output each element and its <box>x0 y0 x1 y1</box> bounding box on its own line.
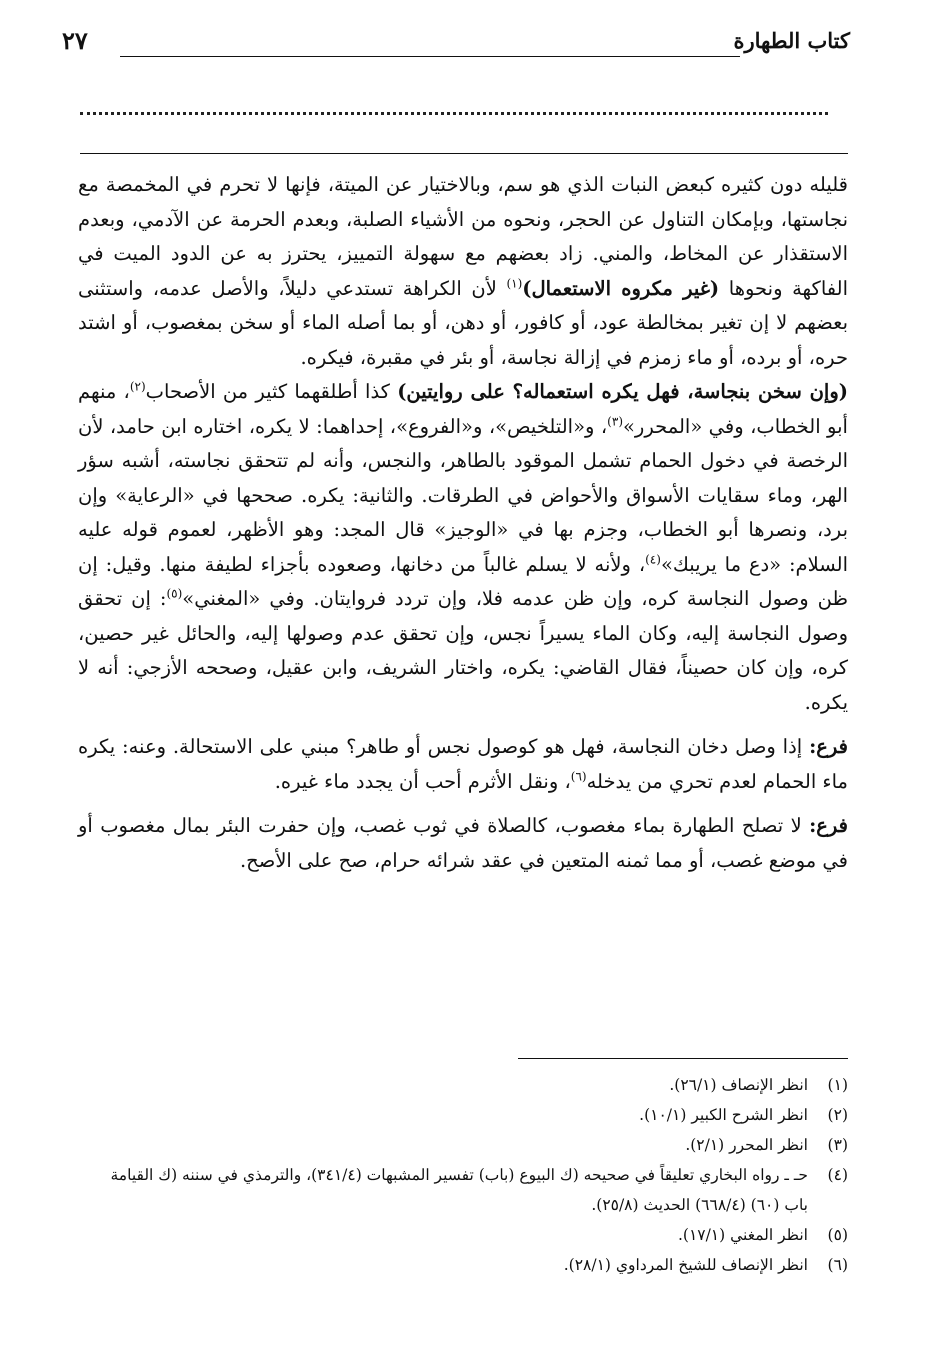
bold-text: فرع: <box>809 814 848 837</box>
text-segment: ، منهم أبو الخطاب، وفي «المحرر» <box>78 380 848 438</box>
running-title: كتاب الطهارة <box>733 28 850 53</box>
bold-text: (غير مكروه الاستعمال) <box>522 276 720 300</box>
page-header <box>62 28 850 68</box>
text-segment: ، ولأنه لا يسلم غالباً من دخانها، وصعوده بأجزاء لطيفة منها. وقيل: إن ظن وصول النجاسة كره، وإن ظن عدمه فلا، وإن تردد فروايتان. وفي «المغني» <box>78 552 848 610</box>
bold-text: (وإن سخن بنجاسة، فهل يكره استعماله؟ على روايتين) <box>397 380 848 403</box>
footnote-text: انظر الإنصاف (٢٦/١). <box>669 1076 808 1094</box>
text-segment: لأن الكراهة تستدعي دليلاً، والأصل عدمه، واستثنى بعضهم لا إن تغير بمخالطة عود، أو كافور، أو دهن، أو بما أصله الماء أو سخن بمغصوب، أو اشتد حره، أو برده، أو ماء زمزم في إزالة نجاسة، أو بئر في مقبرة، فيكره. <box>78 276 848 369</box>
footnote-ref: (١) <box>506 276 523 290</box>
footnote-item <box>95 1130 848 1160</box>
footnote-rule <box>518 1058 848 1059</box>
bold-text: فرع: <box>809 735 848 758</box>
main-text <box>78 168 848 878</box>
footnote-text: انظر المحرر (٢/١). <box>685 1136 808 1154</box>
paragraph <box>78 730 848 799</box>
footnote-number: (٥) <box>827 1226 848 1244</box>
footnote-item <box>95 1070 848 1100</box>
footnote-text: حـ ـ رواه البخاري تعليقاً في صحيحه (ك البيوع (باب) تفسير المشبهات (٣٤١/٤)، والترمذي في سننه (ك القيامة باب (٦٠) (٦٦٨/٤) الحديث (٢٥/٨). <box>110 1166 808 1214</box>
footnote-item <box>95 1100 848 1130</box>
text-segment: كذا أطلقهما كثير من الأصحاب <box>145 380 398 403</box>
dotted-separator <box>80 112 828 115</box>
text-segment: قليله دون كثيره كبعض النبات الذي هو سم، وبالاختيار عن الميتة، فإنها لا تحرم في المخمصة مع نجاستها، وبإمكان التناول عن الحجر، ونحوه من الأشياء الصلبة، وبعدم الحرمة عن الآدمي، وبعدم الاستقذار عن المخاط، والمني. زاد بعضهم مع سهولة التمييز، يحترز به عن الدود الميت في الفاكهة ونحوها <box>78 173 848 300</box>
section-rule <box>80 153 848 154</box>
paragraph <box>78 375 848 720</box>
footnote-number: (٦) <box>827 1256 848 1274</box>
footnote-text: انظر الإنصاف للشيخ المرداوي (٢٨/١). <box>563 1256 808 1274</box>
footnote-text: انظر الشرح الكبير (١٠/١). <box>639 1106 808 1124</box>
footnote-item <box>95 1220 848 1250</box>
footnote-number: (٢) <box>827 1106 848 1124</box>
text-segment: ، و«التلخيص»، و«الفروع»، إحداهما: لا يكره، اختاره ابن حامد، لأن الرخصة في دخول الحمام تشمل الموقود بالطاهر، والنجس، وأنه لم تتحقق نجاسته، أشبه سؤر الهر، وماء سقايات الأسواق والأحواض في الطرقات. والثانية: يكره. صححها في «الرعاية» وإن برد، ونصرها أبو الخطاب، وجزم بها في «الوجيز» قال المجد: وهو الأظهر، لعموم قوله عليه السلام: «دع ما يريبك» <box>78 414 848 576</box>
footnote-number: (٤) <box>827 1166 848 1184</box>
text-segment: إذا وصل دخان النجاسة، فهل هو كوصول نجس أو طاهر؟ مبني على الاستحالة. وعنه: يكره ماء الحمام لعدم تحري من يدخله <box>78 735 848 793</box>
footnote-ref: (٥) <box>166 586 183 601</box>
text-segment: لا تصلح الطهارة بماء مغصوب، كالصلاة في ثوب غصب، وإن حفرت البئر بمال مغصوب أو في موضع غصب، أو مما ثمنه المتعين في عقد شرائه حرام، صح على الأصح. <box>78 814 848 872</box>
text-segment: : إن تحقق وصول النجاسة إليه، وكان الماء يسيراً نجس، وإن تحقق عدم وصولها إليه، والحائل غير حصين، كره، وإن كان حصيناً، فقال القاضي: يكره، واختار الشريف، وابن عقيل، وصححه الأزجي: أنه لا يكره. <box>78 587 848 714</box>
footnote-ref: (٦) <box>570 769 587 783</box>
paragraph <box>78 809 848 878</box>
footnotes <box>95 1070 848 1280</box>
paragraph <box>78 168 848 375</box>
footnote-item <box>95 1160 848 1220</box>
footnote-ref: (٤) <box>645 552 661 566</box>
page-number: ٢٧ <box>62 26 88 55</box>
footnote-ref: (٢) <box>129 379 146 394</box>
footnote-number: (٣) <box>827 1136 848 1154</box>
footnote-number: (١) <box>827 1076 848 1094</box>
footnote-ref: (٣) <box>607 414 623 428</box>
footnote-item <box>95 1250 848 1280</box>
header-rule <box>120 56 740 57</box>
footnote-text: انظر المغني (١٧/١). <box>677 1226 808 1244</box>
text-segment: ، ونقل الأثرم أحب أن يجدد ماء غيره. <box>274 769 571 793</box>
